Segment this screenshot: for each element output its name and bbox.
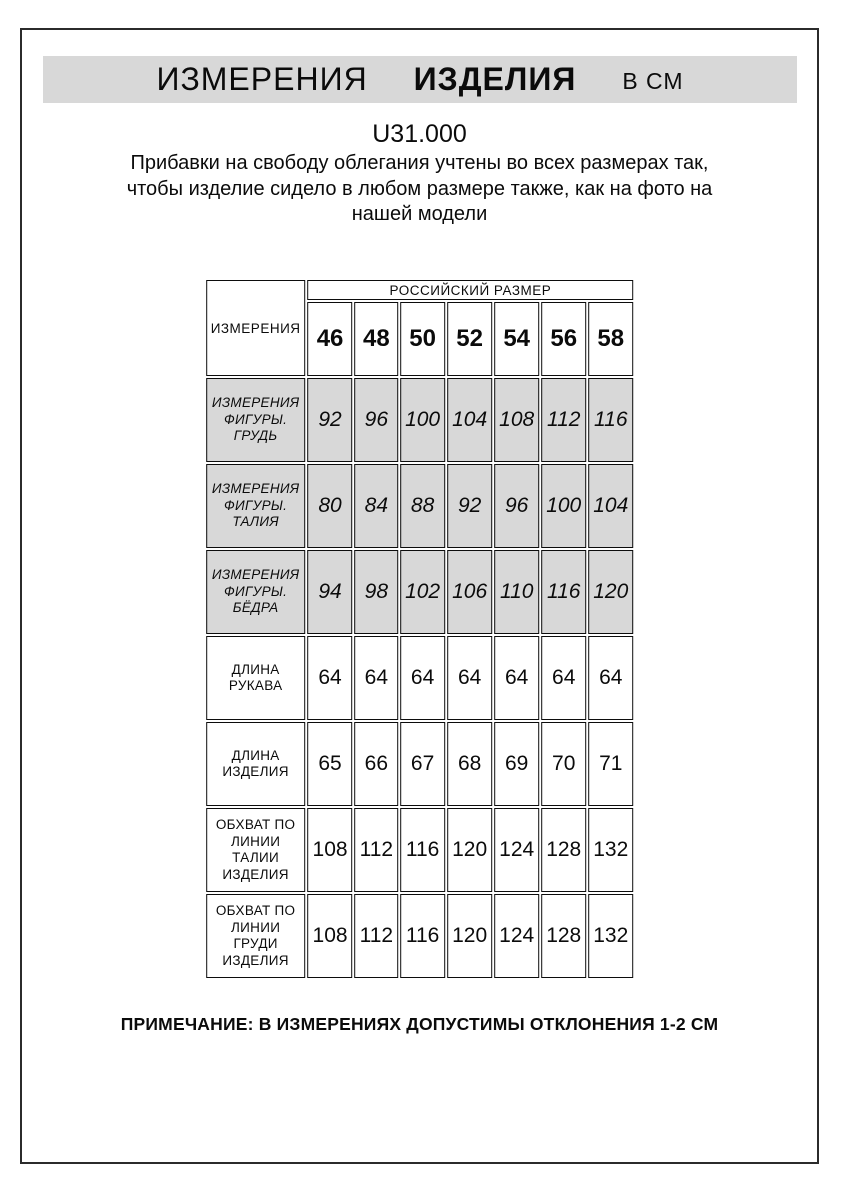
- fit-description: [22, 151, 817, 228]
- fit-description-line-1: Прибавки на свободу облегания учтены во всех размерах так,: [130, 152, 709, 174]
- cell-value: 108: [308, 894, 353, 978]
- fit-description-line-2: чтобы изделие сидело в любом размере также, как на фото на: [126, 177, 713, 200]
- table-row-figure-waist: [206, 464, 634, 548]
- size-header-58: 58: [588, 302, 633, 376]
- cell-value: 108: [494, 378, 539, 462]
- cell-value: 120: [447, 894, 492, 978]
- cell-value: 65: [308, 722, 353, 806]
- cell-value: 120: [588, 550, 633, 634]
- size-chart-sheet: [20, 28, 819, 1164]
- cell-value: 92: [308, 378, 353, 462]
- cell-value: 116: [400, 808, 445, 892]
- size-header-56: 56: [541, 302, 586, 376]
- cell-value: 116: [588, 378, 633, 462]
- cell-value: 70: [541, 722, 586, 806]
- cell-value: 132: [588, 808, 633, 892]
- cell-value: 64: [400, 636, 445, 720]
- cell-value: 64: [541, 636, 586, 720]
- size-header-48: 48: [355, 302, 398, 376]
- cell-value: 98: [355, 550, 398, 634]
- row-label: ДЛИНА ИЗДЕЛИЯ: [206, 722, 306, 806]
- cell-value: 108: [308, 808, 353, 892]
- cell-value: 92: [447, 464, 492, 548]
- table-row-figure-hips: [206, 550, 634, 634]
- cell-value: 64: [588, 636, 633, 720]
- cell-value: 112: [355, 894, 398, 978]
- cell-value: 69: [494, 722, 539, 806]
- row-label: ОБХВАТ ПО ЛИНИИ ГРУДИ ИЗДЕЛИЯ: [206, 894, 306, 978]
- cell-value: 112: [541, 378, 586, 462]
- row-label: ИЗМЕРЕНИЯ ФИГУРЫ. ТАЛИЯ: [206, 464, 306, 548]
- cell-value: 88: [400, 464, 445, 548]
- size-header-54: 54: [494, 302, 539, 376]
- size-header-50: 50: [400, 302, 445, 376]
- cell-value: 71: [588, 722, 633, 806]
- cell-value: 112: [355, 808, 398, 892]
- cell-value: 94: [308, 550, 353, 634]
- cell-value: 116: [400, 894, 445, 978]
- cell-value: 100: [400, 378, 445, 462]
- cell-value: 68: [447, 722, 492, 806]
- cell-value: 116: [541, 550, 586, 634]
- cell-value: 110: [494, 550, 539, 634]
- size-table: [204, 278, 636, 980]
- cell-value: 64: [494, 636, 539, 720]
- cell-value: 124: [494, 894, 539, 978]
- cell-value: 132: [588, 894, 633, 978]
- cell-value: 128: [541, 894, 586, 978]
- cell-value: 64: [308, 636, 353, 720]
- row-label: ОБХВАТ ПО ЛИНИИ ТАЛИИ ИЗДЕЛИЯ: [206, 808, 306, 892]
- cell-value: 64: [355, 636, 398, 720]
- title-unit-cm: В СМ: [622, 68, 684, 94]
- tolerance-note: ПРИМЕЧАНИЕ: В ИЗМЕРЕНИЯХ ДОПУСТИМЫ ОТКЛОНЕНИЯ 1-2 СМ: [120, 1014, 719, 1034]
- cell-value: 104: [447, 378, 492, 462]
- cell-value: 67: [400, 722, 445, 806]
- corner-header-measurements: ИЗМЕРЕНИЯ: [206, 280, 306, 376]
- cell-value: 96: [494, 464, 539, 548]
- cell-value: 64: [447, 636, 492, 720]
- table-row-group-header: [206, 280, 634, 300]
- table-row-figure-chest: [206, 378, 634, 462]
- cell-value: 106: [447, 550, 492, 634]
- cell-value: 84: [355, 464, 398, 548]
- fit-description-line-3: нашей модели: [351, 203, 488, 225]
- cell-value: 100: [541, 464, 586, 548]
- row-label: ИЗМЕРЕНИЯ ФИГУРЫ. БЁДРА: [206, 550, 306, 634]
- cell-value: 104: [588, 464, 633, 548]
- cell-value: 120: [447, 808, 492, 892]
- cell-value: 102: [400, 550, 445, 634]
- title-product: ИЗДЕЛИЯ: [413, 61, 577, 97]
- title-bar: [43, 56, 797, 103]
- row-label: ДЛИНА РУКАВА: [206, 636, 306, 720]
- cell-value: 96: [355, 378, 398, 462]
- table-row-item-chest-girth: [206, 894, 634, 978]
- table-row-sleeve-length: [206, 636, 634, 720]
- table-row-item-waist-girth: [206, 808, 634, 892]
- row-label: ИЗМЕРЕНИЯ ФИГУРЫ. ГРУДЬ: [206, 378, 306, 462]
- size-header-46: 46: [308, 302, 353, 376]
- article-code: U31.000: [372, 120, 467, 148]
- cell-value: 128: [541, 808, 586, 892]
- title-measurements: ИЗМЕРЕНИЯ: [156, 61, 368, 97]
- group-header-russian-size: РОССИЙСКИЙ РАЗМЕР: [308, 280, 634, 300]
- cell-value: 66: [355, 722, 398, 806]
- size-header-52: 52: [447, 302, 492, 376]
- cell-value: 124: [494, 808, 539, 892]
- cell-value: 80: [308, 464, 353, 548]
- table-row-item-length: [206, 722, 634, 806]
